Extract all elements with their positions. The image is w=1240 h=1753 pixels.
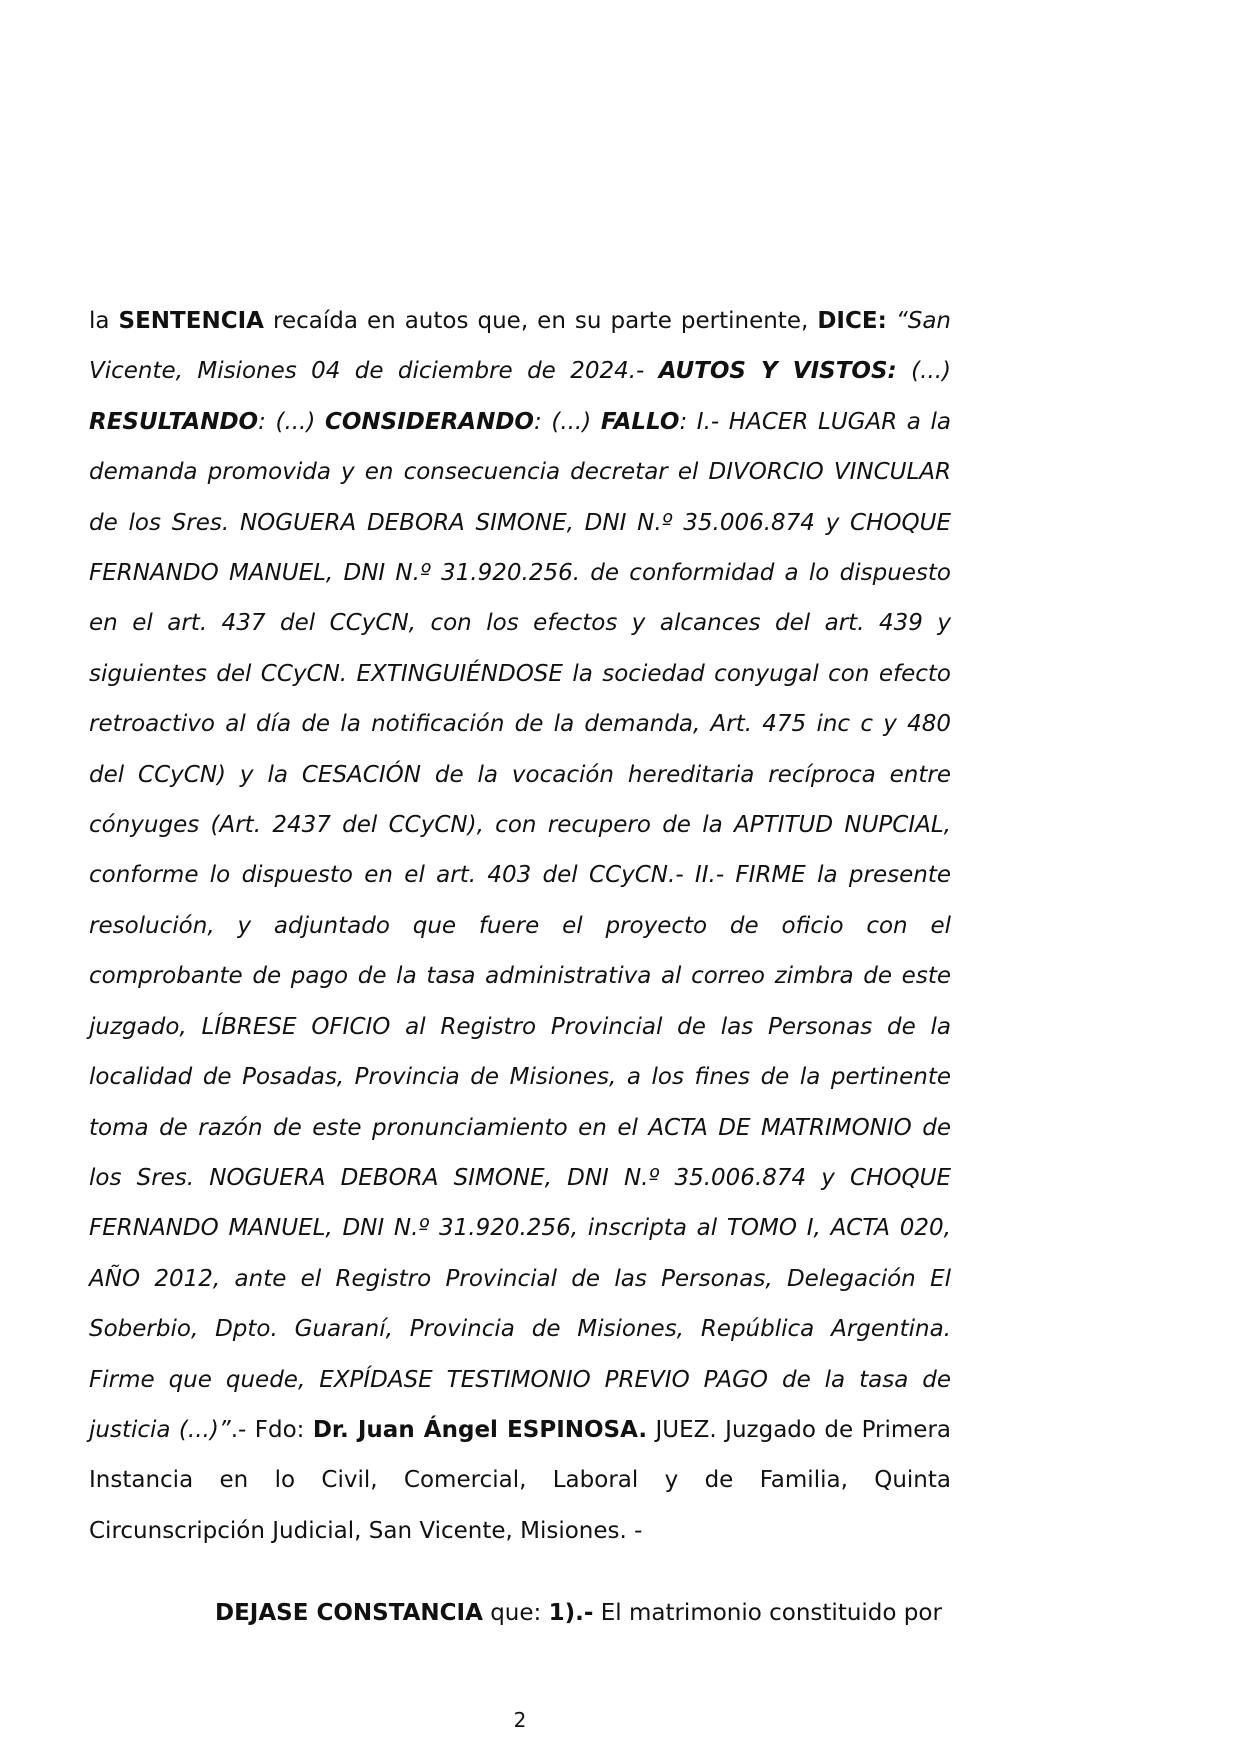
fallo-text: : I.- HACER LUGAR a la demanda promovida y en consecuencia decretar el DIVORCIO VINCULAR de los Sres. NOGUERA DEBORA SIMONE, DNI N.º 35.006.874 y CHOQUE FERNANDO MANUEL, DNI N.º 31.920.256. de conformidad a lo dispuesto en el art. 437 del CCyCN, con los efectos y alcances del art. 439 y siguientes del CCyCN. EXTINGUIÉNDOSE la sociedad conyugal con efecto retroactivo al día de la notificación de la demanda, Art. 475 inc c y 480 del CCyCN) y la CESACIÓN de la vocación hereditaria recíproca entre cónyuges (Art. 2437 del CCyCN), con recupero de la APTITUD NUPCIAL, conforme lo dispuesto en el art. 403 del CCyCN.- II.- FIRME la presente resolución, y adjuntado que fuere el proyecto de oficio con el comprobante de pago de la tasa administrativa al correo zimbra de este juzgado, LÍBRESE OFICIO al Registro Provincial de las Personas de la localidad de Posadas, Provincia de Misiones, a los fines de la pertinente toma de razón de este pronunciamiento en el ACTA DE MATRIMONIO de los Sres. NOGUERA DEBORA SIMONE, DNI N.º 35.006.874 y CHOQUE FERNANDO MANUEL, DNI N.º 31.920.256, inscripta al TOMO I, ACTA 020, AÑO 2012, ante el Registro Provincial de las Personas, Delegación El Soberbio, Dpto. Guaraní, Provincia de Misiones, República Argentina. Firme que quede, EXPÍDASE TESTIMONIO PREVIO PAGO de la tasa de justicia (...)”	[89, 408, 951, 1443]
autos-y-vistos-label: AUTOS Y VISTOS:	[658, 358, 897, 385]
text-span: (...)	[896, 358, 951, 385]
resultando-label: RESULTANDO	[89, 408, 259, 435]
judge-name: Dr. Juan Ángel ESPINOSA.	[312, 1416, 648, 1443]
text-span: que:	[482, 1600, 549, 1626]
court-text: JUEZ. Juzgado de Primera Instancia en lo Civil, Comercial, Laboral y de Familia, Quinta Circunscripción Judicial, San Vicente, Misiones. -	[89, 1416, 951, 1544]
item-number: 1).-	[548, 1600, 594, 1626]
text-span: recaída en autos que, en su parte pertinente,	[263, 308, 818, 334]
text-span: .- Fdo:	[230, 1416, 313, 1443]
text-span: “San Vicente, Misiones 04 de diciembre de 2024.-	[89, 308, 952, 385]
considerando-label: CONSIDERANDO	[324, 408, 534, 435]
text-span: : (...)	[533, 408, 601, 435]
text-span: : (...)	[258, 408, 325, 435]
dice-label: DICE:	[817, 308, 887, 334]
text-span: la	[89, 308, 119, 334]
constancia-paragraph	[89, 1588, 951, 1638]
sentencia-paragraph	[89, 296, 951, 1556]
page-number: 2	[513, 1708, 527, 1732]
sentencia-label: SENTENCIA	[118, 308, 264, 334]
text-span: El matrimonio constituido por	[593, 1600, 942, 1626]
fallo-label: FALLO	[600, 408, 680, 435]
dejase-constancia-label: DEJASE CONSTANCIA	[215, 1600, 483, 1626]
document-body	[89, 296, 951, 1556]
quote-text	[89, 308, 951, 1443]
